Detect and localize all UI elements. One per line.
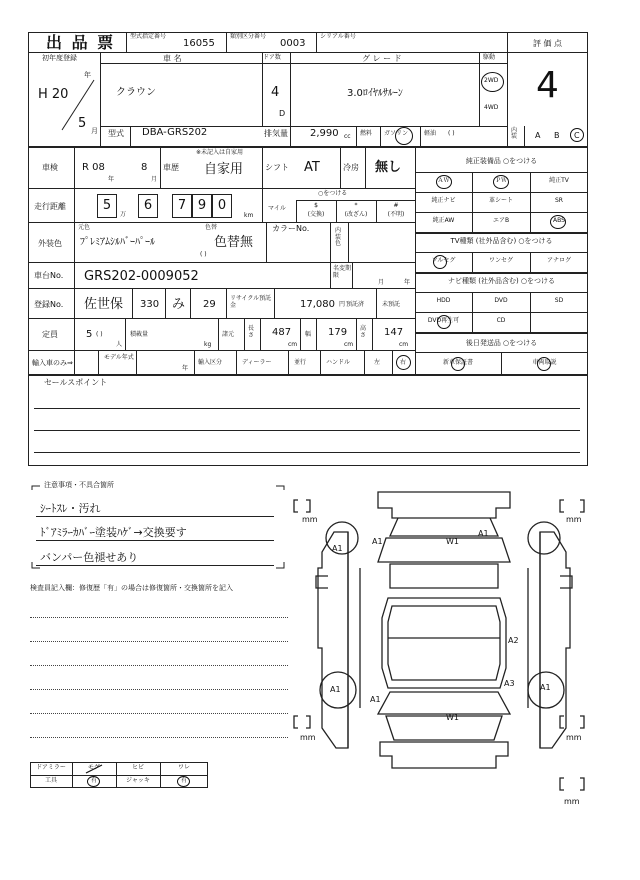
doors-value: 4 (271, 85, 280, 100)
tamper-option: (改ざん) (344, 211, 368, 218)
handle-left: 左 (374, 359, 381, 366)
height-value: 147 (384, 327, 404, 338)
class-no: 0003 (280, 38, 306, 49)
height-unit: cm (399, 341, 409, 348)
year-unit: 年 (84, 71, 91, 79)
equip-sunroof: SR (555, 197, 563, 204)
sheet-title: 出 品 票 (46, 33, 116, 52)
inspection-value: R 08 (82, 162, 105, 173)
door-type: D (279, 109, 286, 118)
tv-oneseg: ワンセグ (488, 257, 513, 264)
navi-dvd-play: DVD再生可 (427, 317, 460, 324)
first-reg-label: 初年度登録 (42, 54, 77, 62)
note-item: ｼｰﾄｽﾚ・汚れ (40, 502, 101, 515)
length-label: 長さ (248, 325, 255, 339)
inspection-month-unit: 月 (151, 176, 158, 183)
mileage-digit: 9 (197, 198, 207, 213)
later-warranty-circle (451, 357, 465, 371)
fuel-label: 燃料 (360, 130, 373, 137)
import-parallel: 並行 (294, 359, 307, 366)
first-reg-era: H 20 (38, 87, 69, 102)
inspector-label: 検査員記入欄：修復歴「有」の場合は修復箇所・交換箇所を記入 (30, 584, 233, 592)
interior-color-label: 内装色 (335, 227, 342, 248)
interior-c: C (574, 131, 580, 140)
damage-mark: W1 (446, 537, 459, 546)
legend-tools-circle (87, 776, 100, 787)
displacement-value: 2,990 (310, 128, 339, 139)
model-year-unit: 年 (182, 365, 189, 372)
damage-mark: W1 (446, 713, 459, 722)
mileage-digit: 0 (217, 198, 227, 213)
damage-mark: A1 (370, 695, 381, 704)
fuel-gasoline: ガソリン (384, 130, 409, 137)
legend-ware: ワレ (177, 764, 190, 771)
width-unit: cm (344, 341, 354, 348)
navi-cd: CD (496, 317, 506, 324)
name-change-label: 名変期限 (333, 265, 352, 280)
mm-label: mm (566, 515, 582, 524)
equip-pw: ＰＷ (494, 177, 507, 184)
navi-sd: SD (554, 297, 564, 304)
note-item: バンパー色褪せあり (40, 551, 139, 564)
height-label: 高さ (360, 325, 367, 339)
recycle-label: リサイクル預託金 (230, 295, 272, 310)
mm-label: mm (564, 797, 580, 806)
chassis-value: GRS202-0009052 (84, 269, 199, 284)
color-no-label: カラーNo. (272, 224, 310, 233)
length-value: 487 (272, 327, 292, 338)
fuel-diesel: 軽油 (424, 130, 437, 137)
chassis-label: 車台No. (34, 271, 64, 280)
equip-abs: ABS (553, 217, 565, 224)
handle-right: 右 (400, 359, 407, 366)
damage-mark: A1 (332, 544, 343, 553)
grade-value: 3.0ﾛｲﾔﾙｻﾙｰﾝ (347, 88, 403, 99)
length-unit: cm (288, 341, 298, 348)
month-unit: 月 (91, 127, 98, 135)
inspection-month: 8 (141, 162, 148, 173)
car-roof (382, 598, 506, 688)
note-item: ﾄﾞｱﾐﾗｰｶﾊﾞｰ塗装ﾊｹﾞ→交換要す (40, 526, 187, 539)
mm-label: mm (302, 515, 318, 524)
equip-abs-circle (550, 215, 566, 229)
km-unit: km (244, 212, 254, 219)
navi-dvd: DVD (494, 297, 508, 304)
tv-fullseg: フルセグ (431, 257, 456, 264)
tamper-symbol: * (354, 202, 358, 209)
reg-number: 29 (203, 299, 216, 310)
doors-label: ドア数 (263, 54, 281, 61)
mm-label: mm (300, 733, 316, 742)
shift-label: シフト (265, 163, 289, 172)
tv-selected-circle (433, 255, 447, 269)
legend-doormirror: ドアミラー (36, 764, 66, 771)
repaint-label: 色替 (205, 224, 218, 231)
reg-label: 登録No. (34, 300, 64, 309)
damage-mark: A1 (330, 685, 341, 694)
car-front-outline (378, 492, 510, 518)
car-name: クラウン (116, 87, 156, 98)
legend-hibi: ヒビ (131, 764, 144, 771)
reg-kana: み (172, 297, 186, 312)
later-manual: 車両取説 (532, 359, 557, 366)
drive-selected-circle (481, 72, 504, 92)
later-shipping-label: 後日発送品 ○をつける (465, 339, 538, 347)
model-label: 型式 (108, 129, 124, 138)
unknown-option: (不明) (387, 211, 405, 218)
fuel-selected-circle (395, 127, 413, 145)
fuel-other: ( ) (448, 130, 455, 137)
reg-area: 佐世保 (84, 297, 124, 312)
inspection-year-unit: 年 (108, 176, 115, 183)
class-no-label: 類別区分番号 (230, 33, 267, 40)
displacement-label: 排気量 (264, 129, 288, 138)
equip-genuine-aw: 純正AW (432, 217, 455, 224)
car-rear-outline (380, 742, 508, 768)
shift-value: AT (304, 160, 320, 175)
legend-tools: 工具 (44, 777, 57, 784)
later-manual-circle (537, 357, 551, 371)
exterior-color-label: 外装色 (38, 239, 62, 248)
damage-mark: A1 (540, 683, 551, 692)
later-warranty: 新車保証書 (442, 359, 473, 366)
reg-class: 330 (140, 299, 160, 310)
first-reg-month: 5 (78, 116, 87, 131)
legend-jack-circle (177, 776, 190, 787)
repaint-other: ( ) (200, 251, 207, 258)
width-label: 幅 (305, 331, 312, 338)
genuine-equip-label: 純正装備品 ○をつける (465, 157, 538, 165)
import-label: 輸入車のみ⇒ (32, 359, 73, 367)
orig-color-label: 元色 (78, 224, 91, 231)
recycle-unpaid: 未預託 (382, 301, 401, 308)
interior-selected-circle (570, 128, 584, 142)
legend-moge: モゲ (87, 764, 100, 771)
model-year-label: モデル年式 (104, 354, 134, 361)
ac-value: 無し (375, 160, 402, 175)
capacity-label: 定員 (42, 330, 58, 339)
repaint-value: 色替無 (214, 235, 254, 250)
unknown-symbol: # (393, 202, 399, 209)
score-label: 評 価 点 (532, 39, 563, 48)
equip-aw: ＡＷ (437, 177, 450, 184)
exchange-symbol: $ (314, 202, 318, 209)
legend-jack: ジャッキ (126, 777, 150, 784)
damage-mark: A3 (504, 679, 515, 688)
person-unit: 人 (116, 341, 123, 348)
dims-label: 諸元 (222, 331, 235, 338)
interior-b: B (554, 131, 560, 140)
recycle-yen: 円 (339, 301, 346, 308)
name-change-day: 年 (404, 279, 411, 286)
capacity-value: 5 (86, 329, 93, 340)
mileage-digit: 6 (143, 198, 153, 213)
grade-label: グ レ ー ド (362, 54, 402, 63)
recycle-amount: 17,080 (300, 299, 335, 310)
drive-2wd: 2WD (484, 77, 499, 84)
mileage-digit: 5 (102, 198, 112, 213)
equip-genuine-navi: 純正ナビ (431, 197, 456, 204)
load-label: 積載量 (130, 331, 149, 338)
kg-unit: kg (204, 341, 212, 348)
ac-label: 冷房 (343, 163, 359, 172)
navi-dvd-play-circle (437, 315, 451, 329)
mile-option: マイル (268, 205, 286, 212)
import-type-label: 輸入区分 (198, 359, 223, 366)
history-label: 車歴 (163, 163, 179, 172)
width-value: 179 (328, 327, 348, 338)
sales-point-label: セールスポイント (44, 378, 108, 387)
capacity-other: ( ) (96, 331, 103, 338)
damage-mark: A1 (372, 537, 383, 546)
equip-aw-circle (436, 175, 452, 189)
tv-type-label: TV種類 (社外品含む) ○をつける (450, 237, 553, 245)
equip-airbag: エアB (492, 217, 510, 224)
handle-label: ハンドル (326, 359, 351, 366)
inspection-label: 車検 (42, 163, 58, 172)
model-value: DBA-GRS202 (142, 127, 208, 138)
score-value: 4 (536, 65, 559, 106)
mm-label: mm (566, 733, 582, 742)
legend-jack-yes: 有 (180, 777, 187, 784)
car-name-label: 車 名 (163, 54, 182, 63)
car-damage-diagram (288, 478, 608, 818)
serial-label: シリアル番号 (320, 33, 356, 40)
sheet-frame (28, 32, 588, 466)
recycle-paid: 預託済 (346, 301, 365, 308)
notes-label: 注意事項・不具合箇所 (44, 481, 114, 489)
damage-mark: A1 (478, 529, 489, 538)
man-unit: 万 (120, 211, 127, 218)
mileage-digit: 7 (177, 198, 187, 213)
handle-selected-circle (396, 355, 411, 370)
cert-no: 16055 (183, 38, 215, 49)
orig-color-value: ﾌﾟﾚﾐｱﾑｼﾙﾊﾞｰﾊﾟｰﾙ (80, 237, 155, 248)
car-right-side (540, 532, 570, 748)
drive-label: 駆動 (483, 54, 496, 61)
equip-pw-circle (493, 175, 509, 189)
tv-analog: アナログ (546, 257, 571, 264)
drive-4wd: 4WD (484, 104, 499, 111)
import-dealer: ディーラー (242, 359, 272, 366)
mileage-label: 走行距離 (34, 202, 66, 211)
history-note: ※未記入は自家用 (196, 149, 244, 156)
exchange-option: (交換) (307, 211, 325, 218)
cert-no-label: 型式指定番号 (130, 33, 167, 40)
mileage-mark-label: ○をつける (318, 190, 348, 197)
navi-hdd: HDD (436, 297, 451, 304)
cc-unit: cc (344, 133, 351, 140)
name-change-month: 月 (378, 279, 385, 286)
car-left-side (318, 532, 348, 748)
interior-label: 内装 (511, 127, 518, 140)
damage-mark: A2 (508, 636, 519, 645)
history-value: 自家用 (204, 162, 244, 177)
navi-type-label: ナビ種類 (社外品含む) ○をつける (447, 277, 556, 285)
legend-moge-strike (84, 763, 104, 775)
equip-genuine-tv: 純正TV (549, 177, 569, 184)
legend-tools-yes: 有 (90, 777, 97, 784)
interior-a: A (535, 131, 541, 140)
equip-leather-seat: 革シート (488, 197, 513, 204)
